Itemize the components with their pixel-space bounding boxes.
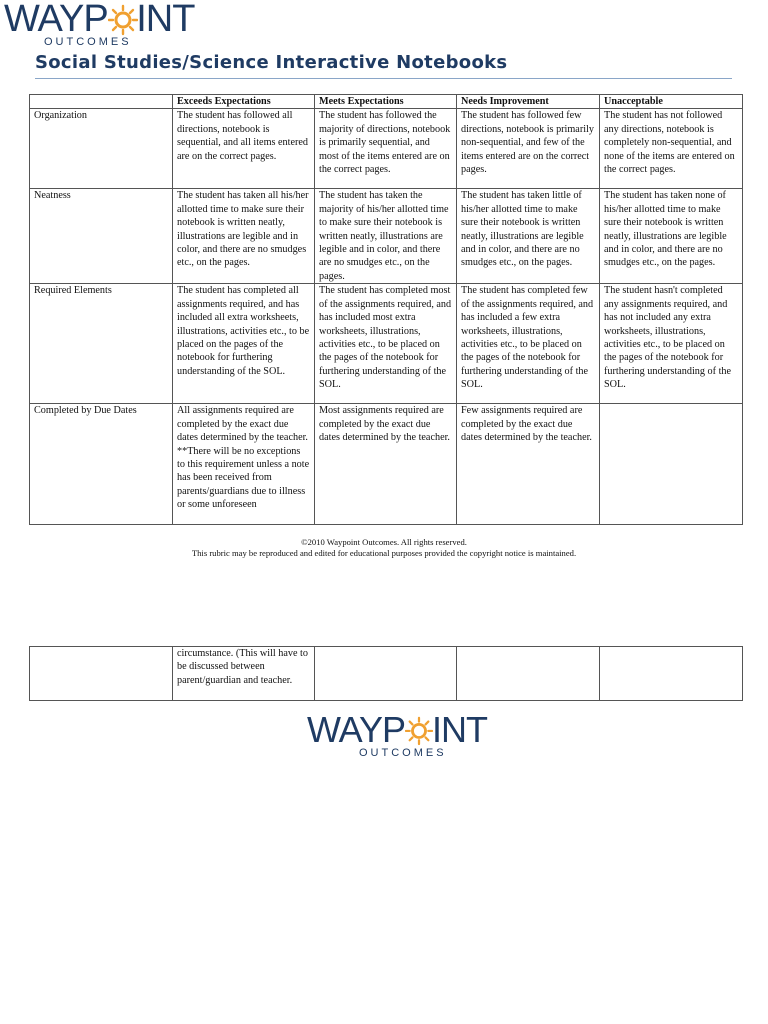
table-cell: Few assignments required are completed by the exact due dates determined by the teacher.: [457, 404, 600, 525]
table-cell: The student hasn't completed any assignments required, and has not included any extra worksheets, illustrations, activities etc., to be placed on the pages of the notebook for furthering understanding of the SOL.: [600, 284, 743, 404]
table-cell: The student has followed all directions, notebook is sequential, and all items entered are on the correct pages.: [173, 109, 315, 189]
criterion-cell: Required Elements: [30, 284, 173, 404]
table-header-row: [30, 95, 743, 109]
logo-wordmark-left: WAYP: [4, 0, 108, 40]
table-cell: The student has completed few of the assignments required, and has included a few extra worksheets, illustrations, activities etc., to be placed on the pages of the notebook for furthering understanding of the SOL.: [457, 284, 600, 404]
waypoint-logo-bottom: [307, 709, 488, 759]
title-divider: [35, 78, 732, 79]
table-cell: [315, 647, 457, 701]
table-cell: The student has taken all his/her allotted time to make sure their notebook is written neatly, illustrations are legible and in color, and there are no smudges etc., on the pages.: [173, 189, 315, 284]
criterion-cell: Neatness: [30, 189, 173, 284]
table-cell: The student has followed few directions, notebook is primarily non-sequential, and few of the items entered are on the correct pages.: [457, 109, 600, 189]
logo-wordmark-right: INT: [136, 0, 195, 40]
table-cell: [600, 404, 743, 525]
table-row: [30, 109, 743, 189]
header-cell-unacceptable: Unacceptable: [600, 95, 743, 109]
table-cell: Most assignments required are completed by the exact due dates determined by the teacher.: [315, 404, 457, 525]
logo-wordmark: [4, 0, 194, 38]
table-cell: The student has not followed any directions, notebook is completely non-sequential, and none of the items are entered on the correct pages.: [600, 109, 743, 189]
waypoint-logo-top: [4, 0, 194, 48]
table-cell: The student has taken none of his/her allotted time to make sure their notebook is written neatly, illustrations are legible and in color, and there are no smudges etc., on the pages.: [600, 189, 743, 284]
header-cell-criterion: [30, 95, 173, 109]
logo-sun-o-icon: [405, 712, 432, 748]
table-cell: The student has taken little of his/her allotted time to make sure their notebook is written neatly, illustrations are legible and in color, and there are no smudges etc., on the pages.: [457, 189, 600, 284]
header-cell-meets: Meets Expectations: [315, 95, 457, 109]
sun-icon: [108, 0, 138, 38]
header-cell-exceeds: Exceeds Expectations: [173, 95, 315, 109]
table-cell: circumstance. (This will have to be discussed between parent/guardian and teacher.: [173, 647, 315, 701]
logo-sun-o-icon: [108, 0, 137, 38]
copyright-usage-notice: This rubric may be reproduced and edited for educational purposes provided the copyright notice is maintained.: [191, 548, 577, 558]
logo-subtitle: OUTCOMES: [44, 36, 132, 48]
page-title: Social Studies/Science Interactive Notebooks: [35, 52, 508, 73]
logo-wordmark-right: INT: [432, 709, 488, 750]
sun-icon: [405, 712, 433, 748]
table-cell: All assignments required are completed by the exact due dates determined by the teacher. **There will be no exceptions to this requirement unless a note has been received from parents/guardians due to illness or some unforeseen: [173, 404, 315, 525]
table-cell: The student has taken the majority of his/her allotted time to make sure their notebook is written neatly, illustrations are legible and in color, and there are no smudges etc., on the pages.: [315, 189, 457, 284]
table-row: [30, 647, 743, 701]
rubric-table: [29, 94, 743, 525]
table-cell: The student has followed the majority of directions, notebook is primarily sequential, and most of the items entered are on the correct pages.: [315, 109, 457, 189]
logo-subtitle: OUTCOMES: [359, 747, 447, 759]
table-cell: The student has completed all assignments required, and has included all extra worksheets, illustrations, activities etc., to be placed on the pages of the notebook for furthering understanding of the SOL.: [173, 284, 315, 404]
criterion-cell: Organization: [30, 109, 173, 189]
copyright-notice: ©2010 Waypoint Outcomes. All rights reserved.: [301, 537, 467, 547]
rubric-table-continuation: [29, 646, 743, 701]
table-cell: [457, 647, 600, 701]
criterion-cell: Completed by Due Dates: [30, 404, 173, 525]
table-cell: [600, 647, 743, 701]
table-row: [30, 284, 743, 404]
criterion-cell: [30, 647, 173, 701]
table-row: [30, 189, 743, 284]
table-cell: The student has completed most of the assignments required, and has included most extra worksheets, illustrations, activities etc., to be placed on the pages of the notebook for furthering understanding of the SOL.: [315, 284, 457, 404]
table-row: [30, 404, 743, 525]
logo-wordmark-left: WAYP: [307, 709, 406, 750]
header-cell-needs-improvement: Needs Improvement: [457, 95, 600, 109]
logo-wordmark: [307, 709, 488, 750]
